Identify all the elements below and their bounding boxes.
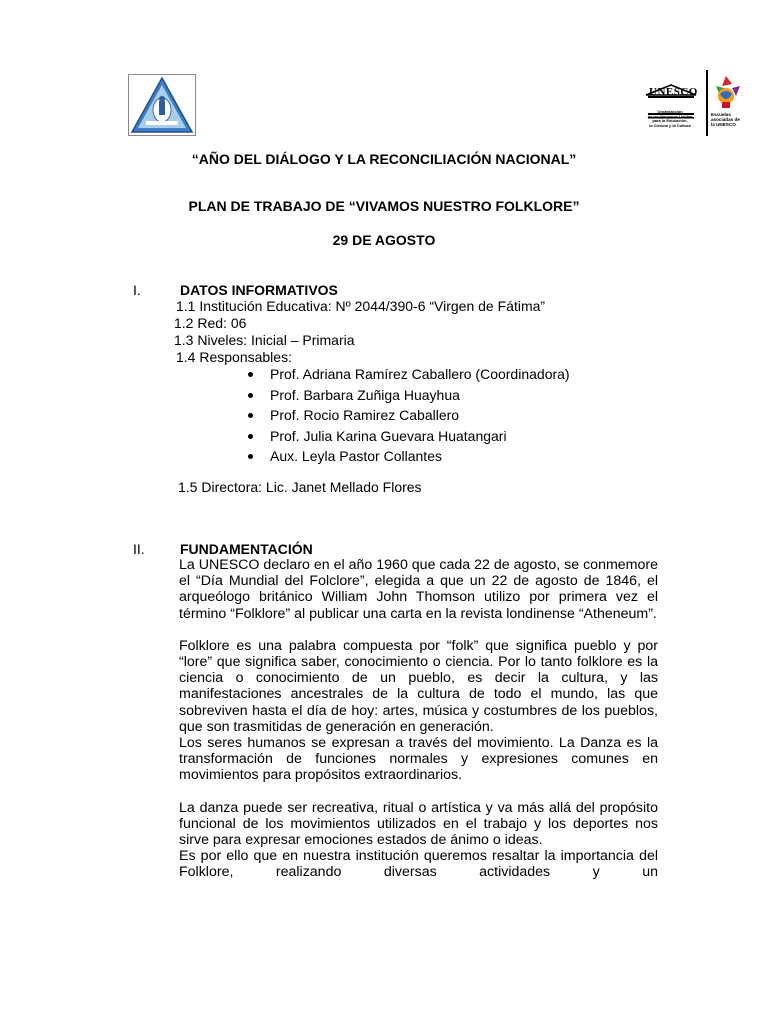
escuelas-caption: Escuelas asociadas de la UNESCO bbox=[711, 112, 740, 127]
paragraph-institucion: Es por ello que en nuestra institución queremos resaltar la importancia del Folklore, realizando diversas actividades y un bbox=[179, 848, 658, 881]
logo-divider bbox=[706, 70, 708, 136]
unesco-logo bbox=[640, 70, 746, 136]
section-title-fundamentacion: FUNDAMENTACIÓN bbox=[180, 541, 313, 557]
bullet-icon bbox=[248, 413, 253, 418]
list-item: Prof. Julia Karina Guevara Huatangari bbox=[248, 426, 570, 447]
escuelas-asociadas-icon bbox=[710, 74, 742, 110]
section-number-1: I. bbox=[133, 282, 141, 298]
bullet-icon bbox=[248, 372, 253, 377]
list-item: Aux. Leyla Pastor Collantes bbox=[248, 446, 570, 467]
school-logo bbox=[128, 74, 196, 136]
paragraph-danza-intro: Los seres humanos se expresan a través del movimiento. La Danza es la transformación de funciones normales y expresiones comunes en movimientos para propósitos extraordinarios. bbox=[179, 735, 658, 784]
info-item-institucion: 1.1 Institución Educativa: Nº 2044/390-6 “Virgen de Fátima” bbox=[176, 298, 546, 314]
info-item-responsables: 1.4 Responsables: bbox=[176, 349, 292, 365]
info-item-directora: 1.5 Directora: Lic. Janet Mellado Flores bbox=[178, 479, 422, 495]
bullet-icon bbox=[248, 454, 253, 459]
info-item-red: 1.2 Red: 06 bbox=[174, 315, 247, 331]
list-item: Prof. Rocio Ramirez Caballero bbox=[248, 405, 570, 426]
list-item: Prof. Barbara Zuñiga Huayhua bbox=[248, 385, 570, 406]
section-number-2: II. bbox=[133, 541, 145, 557]
year-title: “AÑO DEL DIÁLOGO Y LA RECONCILIACIÓN NACIONAL” bbox=[191, 151, 577, 167]
fundamentacion-body bbox=[179, 557, 658, 881]
bullet-icon bbox=[248, 434, 253, 439]
list-item: Prof. Adriana Ramírez Caballero (Coordinadora) bbox=[248, 364, 570, 385]
unesco-wordmark: UNESCO bbox=[649, 86, 698, 98]
plan-title: PLAN DE TRABAJO DE “VIVAMOS NUESTRO FOLKLORE” bbox=[188, 198, 580, 214]
bullet-icon bbox=[248, 393, 253, 398]
plan-date: 29 DE AGOSTO bbox=[332, 232, 436, 248]
responsables-list bbox=[248, 364, 570, 467]
info-item-niveles: 1.3 Niveles: Inicial – Primaria bbox=[174, 332, 355, 348]
paragraph-unesco: La UNESCO declaro en el año 1960 que cada 22 de agosto, se conmemore el “Día Mundial del Folclore”, elegida a que un 22 de agosto de 1846, el arqueólogo británico William John Thomson utilizo por primera vez el término “Folklore” al publicar una carta en la revista londinense “Atheneum”. bbox=[179, 557, 658, 622]
paragraph-danza: La danza puede ser recreativa, ritual o artística y va más allá del propósito funcional de los movimientos utilizados en el trabajo y los deportes nos sirve para expresar emociones estados de ánimo o ideas. bbox=[179, 799, 658, 849]
section-title-datos: DATOS INFORMATIVOS bbox=[180, 282, 338, 298]
unesco-caption: Organización de las Naciones Unidas para la Educación, la Ciencia y la Cultura bbox=[647, 109, 693, 128]
paragraph-folklore: Folklore es una palabra compuesta por “folk” que significa pueblo y por “lore” que significa saber, conocimiento o ciencia. Por lo tanto folklore es la ciencia o conocimiento de un pueblo, es decir la cultura, y las manifestaciones ancestrales de la cultura de todo el mundo, las que sobreviven hasta el día de hoy: artes, música y costumbres de los pueblos, que son trasmitidas de generación en generación. bbox=[179, 637, 658, 735]
